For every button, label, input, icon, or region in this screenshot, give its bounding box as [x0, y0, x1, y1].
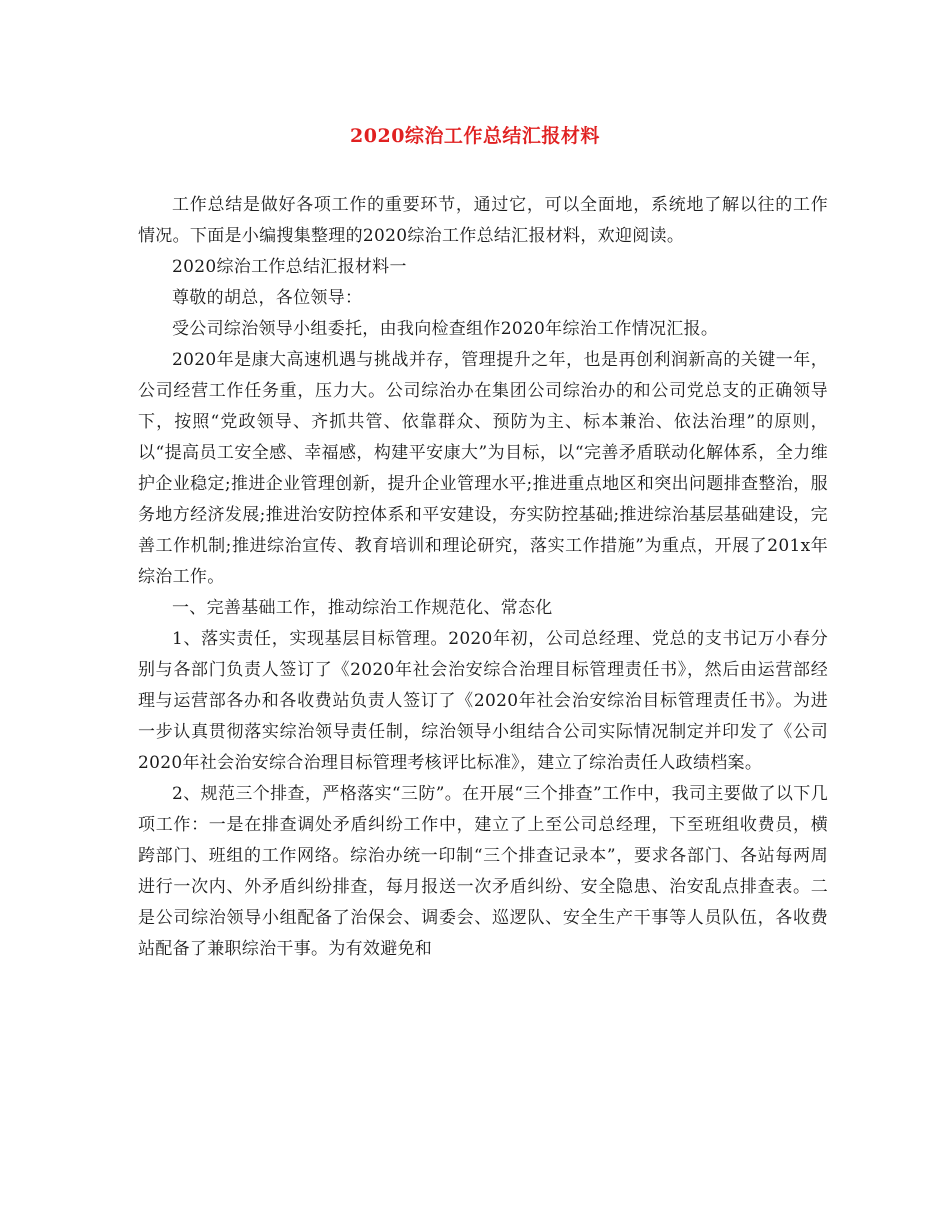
paragraph-subtitle: 2020综治工作总结汇报材料一 [172, 257, 407, 277]
paragraph-item-1: 1、落实责任，实现基层目标管理。2020年初，公司总经理、党总的支书记万小春分别与各部门负责人签订了《2020年社会治安综合治理目标管理责任书》，然后由运营部经理与运营部各办和各收费站负责人签订了《2020年社会治安综治目标管理责任书》。为进一步认真贯彻落实综治领导责任制，综治领导小组结合公司实际情况制定并印发了《公司2020年社会治安综合治理目标管理考核评比标准》，建立了综治责任人政绩档案。 [138, 629, 828, 773]
paragraph-intro: 工作总结是做好各项工作的重要环节，通过它，可以全面地，系统地了解以往的工作情况。下面是小编搜集整理的2020综治工作总结汇报材料，欢迎阅读。 [138, 195, 828, 246]
document-body [138, 190, 828, 965]
paragraph-report-opening: 受公司综治领导小组委托，由我向检查组作2020年综治工作情况汇报。 [172, 319, 719, 339]
paragraph-item-2: 2、规范三个排查，严格落实“三防”。在开展“三个排查”工作中，我司主要做了以下几项工作：一是在排查调处矛盾纠纷工作中，建立了上至公司总经理，下至班组收费员，横跨部门、班组的工作网络。综治办统一印制“三个排查记录本”，要求各部门、各站每两周进行一次内、外矛盾纠纷排查，每月报送一次矛盾纠纷、安全隐患、治安乱点排查表。二是公司综治领导小组配备了治保会、调委会、巡逻队、安全生产干事等人员队伍，各收费站配备了兼职综治干事。为有效避免和 [138, 784, 828, 959]
paragraph-overview: 2020年是康大高速机遇与挑战并存，管理提升之年，也是再创利润新高的关键一年，公司经营工作任务重，压力大。公司综治办在集团公司综治办的和公司党总支的正确领导下，按照“党政领导、齐抓共管、依靠群众、预防为主、标本兼治、依法治理”的原则，以“提高员工安全感、幸福感，构建平安康大”为目标，以“完善矛盾联动化解体系，全力维护企业稳定;推进企业管理创新，提升企业管理水平;推进重点地区和突出问题排查整治，服务地方经济发展;推进治安防控体系和平安建设，夯实防控基础;推进综治基层基础建设，完善工作机制;推进综治宣传、教育培训和理论研究，落实工作措施”为重点，开展了201x年综治工作。 [138, 350, 828, 587]
section-heading-1: 一、完善基础工作，推动综治工作规范化、常态化 [172, 598, 553, 618]
paragraph-salutation: 尊敬的胡总，各位领导： [172, 288, 363, 308]
document-title: 2020综治工作总结汇报材料 [350, 125, 600, 147]
